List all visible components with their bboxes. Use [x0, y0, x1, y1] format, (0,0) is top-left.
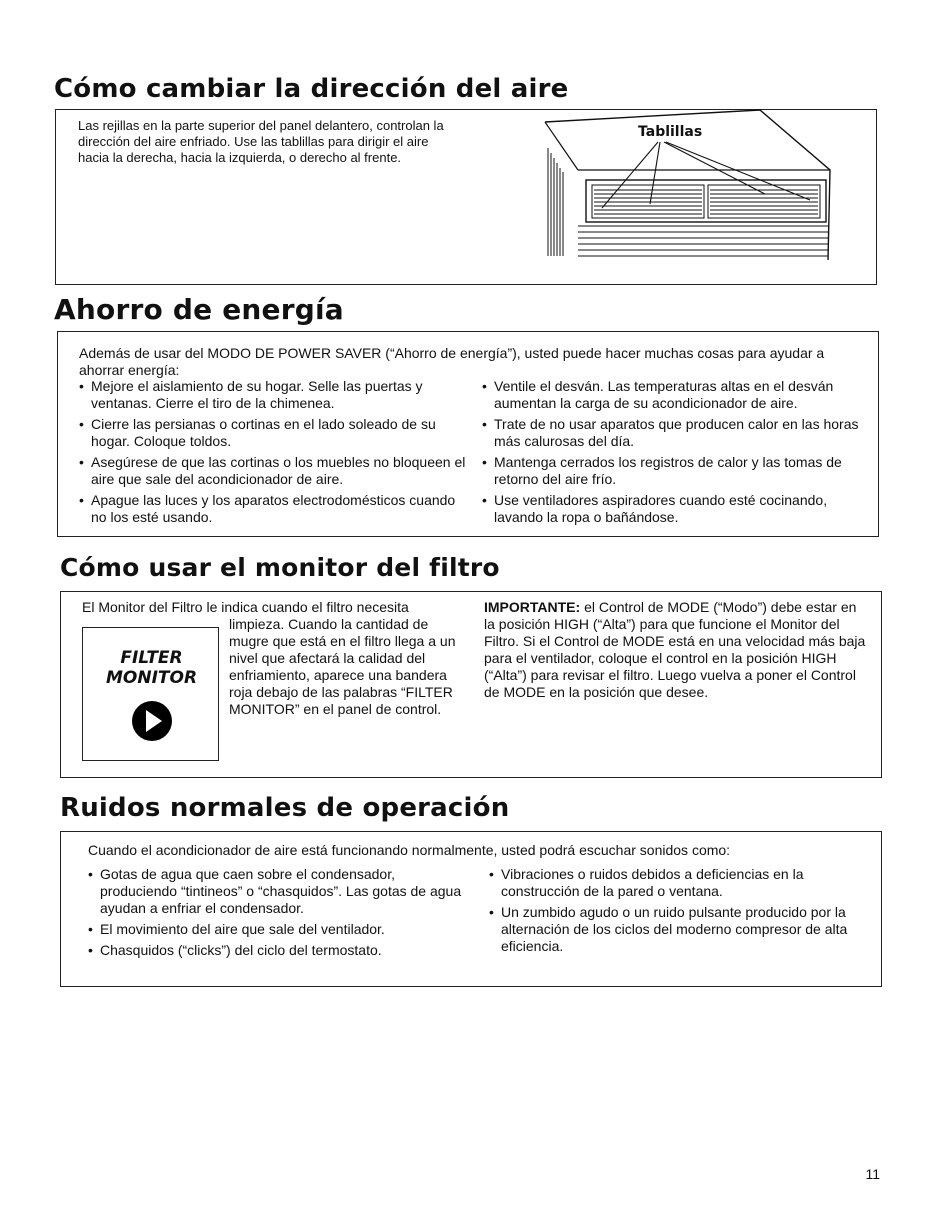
louver-label: Tablillas	[638, 124, 703, 140]
filter-monitor-panel	[82, 627, 219, 761]
filter-monitor-text-rest: limpieza. Cuando la cantidad de mugre que está en el filtro llega a un nivel que afectará la calidad del enfriamiento, aparece una bandera roja debajo de las palabras “FILTER MONITOR” en el panel de control.	[229, 616, 456, 717]
noises-list-right	[489, 866, 875, 959]
monitor-label: MONITOR	[105, 668, 198, 688]
air-direction-body: Las rejillas en la parte superior del panel delantero, controlan la dirección del aire enfriado. Use las tablillas para dirigir el aire hacia la derecha, hacia la izquierda, o derecho al frente.	[78, 118, 444, 165]
energy-intro: Además de usar del MODO DE POWER SAVER (“Ahorro de energía”), usted puede hacer muchas cosas para ayudar a ahorrar energía:	[79, 345, 825, 378]
list-item: • Asegúrese de que las cortinas o los muebles no bloqueen el aire que sale del acondicionador de aire.	[79, 454, 469, 488]
list-item: • Trate de no usar aparatos que producen calor en las horas más calurosas del día.	[482, 416, 878, 450]
noises-title: Ruidos normales de operación	[60, 793, 510, 823]
noises-intro: Cuando el acondicionador de aire está funcionando normalmente, usted podrá escuchar sonidos como:	[88, 842, 731, 858]
list-item: • Gotas de agua que caen sobre el condensador, produciendo “tintineos” o “chasquidos”. Las gotas de agua ayudan a enfriar el condensador.	[88, 866, 472, 917]
list-item: • Use ventiladores aspiradores cuando esté cocinando, lavando la ropa o bañándose.	[482, 492, 878, 526]
air-direction-title: Cómo cambiar la dirección del aire	[54, 74, 569, 104]
important-label: IMPORTANTE:	[484, 599, 581, 615]
list-item: • Chasquidos (“clicks”) del ciclo del termostato.	[88, 942, 472, 959]
list-item: • Mejore el aislamiento de su hogar. Selle las puertas y ventanas. Cierre el tiro de la chimenea.	[79, 378, 469, 412]
list-item: • Cierre las persianas o cortinas en el lado soleado de su hogar. Coloque toldos.	[79, 416, 469, 450]
list-item: • Vibraciones o ruidos debidos a deficiencias en la construcción de la pared o ventana.	[489, 866, 875, 900]
energy-list-right	[482, 378, 878, 530]
list-item: • Ventile el desván. Las temperaturas altas en el desván aumentan la carga de su acondicionador de aire.	[482, 378, 878, 412]
indicator-arrow-icon	[131, 700, 173, 742]
louver-figure	[540, 108, 840, 270]
filter-monitor-title: Cómo usar el monitor del filtro	[60, 553, 500, 582]
list-item: • Mantenga cerrados los registros de calor y las tomas de retorno del aire frío.	[482, 454, 878, 488]
important-text: el Control de MODE (“Modo”) debe estar en la posición HIGH (“Alta”) para que funcione el Monitor del Filtro. Si el Control de MODE está en una velocidad más baja para el ventilador, coloque el control en la posición HIGH (“Alta”) para revisar el filtro. Luego vuelva a poner el Control de MODE en la posición que desee.	[484, 599, 866, 700]
filter-monitor-important	[484, 599, 870, 701]
energy-list-left	[79, 378, 469, 530]
filter-label: FILTER	[120, 648, 183, 668]
page-number: 11	[865, 1166, 880, 1182]
noises-list-left	[88, 866, 472, 963]
filter-monitor-text-first: El Monitor del Filtro le indica cuando el filtro necesita	[82, 599, 409, 615]
list-item: • Un zumbido agudo o un ruido pulsante producido por la alternación de los ciclos del moderno compresor de alta eficiencia.	[489, 904, 875, 955]
list-item: • El movimiento del aire que sale del ventilador.	[88, 921, 472, 938]
list-item: • Apague las luces y los aparatos electrodomésticos cuando no los esté usando.	[79, 492, 469, 526]
energy-title: Ahorro de energía	[54, 293, 344, 326]
